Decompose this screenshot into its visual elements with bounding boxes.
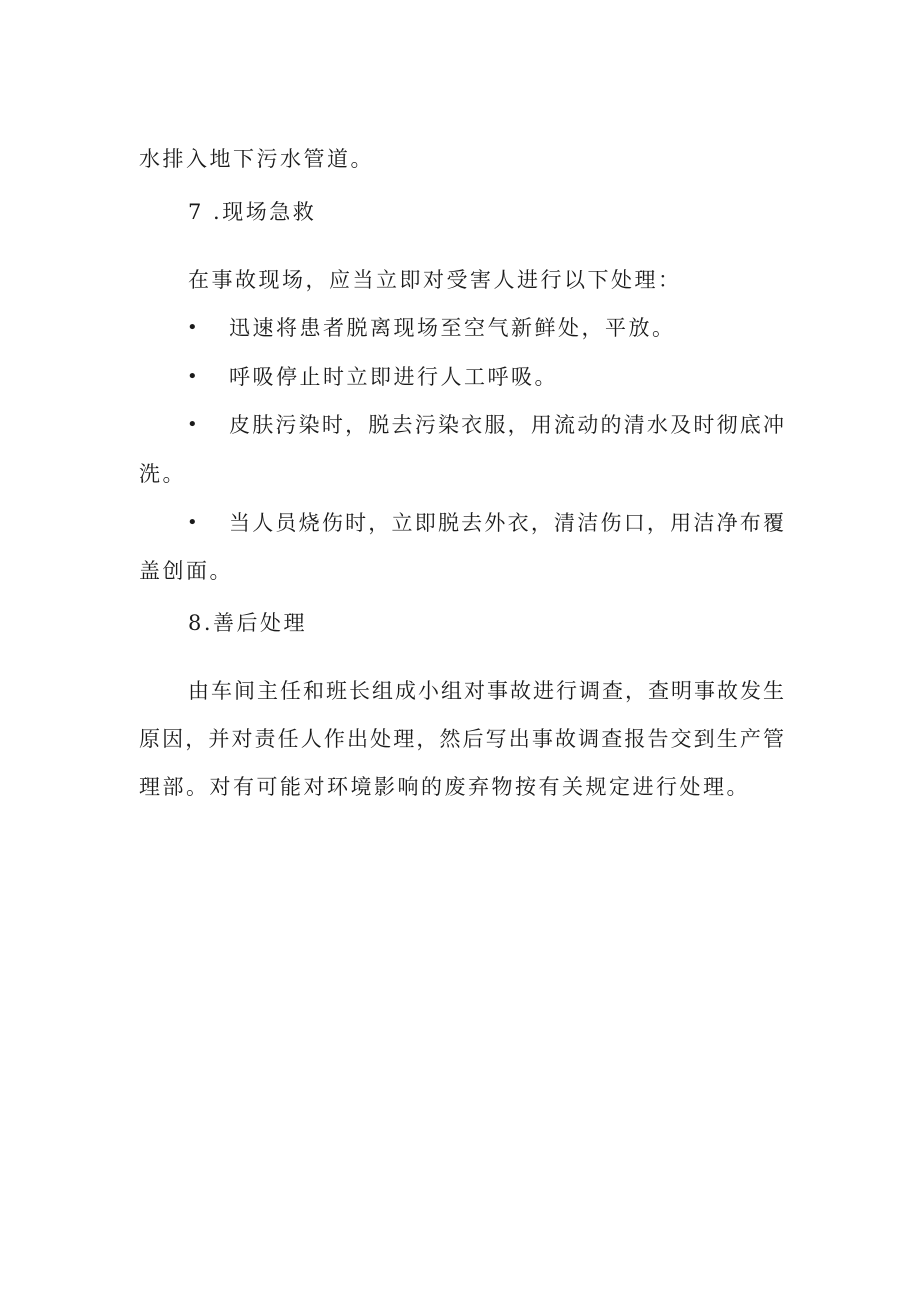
- section-8-paragraph-line-2: 原因，并对责任人作出处理，然后写出事故调查报告交到生产管: [139, 727, 784, 751]
- section-8-heading: 8.善后处理: [188, 611, 308, 635]
- bullet-item-4-line-1: 当人员烧伤时，立即脱去外衣，清洁伤口，用洁净布覆: [229, 511, 784, 535]
- section-8-paragraph-line-3: 理部。对有可能对环境影响的废弃物按有关规定进行处理。: [139, 775, 750, 799]
- section-7-heading: 7 .现场急救: [188, 200, 317, 224]
- bullet-item-1: 迅速将患者脱离现场至空气新鲜处，平放。: [229, 316, 676, 340]
- bullet-dot: •: [187, 317, 198, 338]
- bullet-dot: •: [187, 366, 198, 387]
- bullet-dot: •: [187, 512, 198, 533]
- section-7-intro: 在事故现场，应当立即对受害人进行以下处理：: [188, 268, 682, 292]
- bullet-item-2: 呼吸停止时立即进行人工呼吸。: [229, 365, 558, 389]
- bullet-dot: •: [187, 414, 198, 435]
- bullet-item-4-line-2: 盖创面。: [139, 559, 233, 583]
- bullet-item-3-line-1: 皮肤污染时，脱去污染衣服，用流动的清水及时彻底冲: [229, 413, 784, 437]
- continuation-line: 水排入地下污水管道。: [139, 147, 374, 171]
- section-8-paragraph-line-1: 由车间主任和班长组成小组对事故进行调查，查明事故发生: [188, 679, 784, 703]
- bullet-item-3-line-2: 洗。: [139, 462, 186, 486]
